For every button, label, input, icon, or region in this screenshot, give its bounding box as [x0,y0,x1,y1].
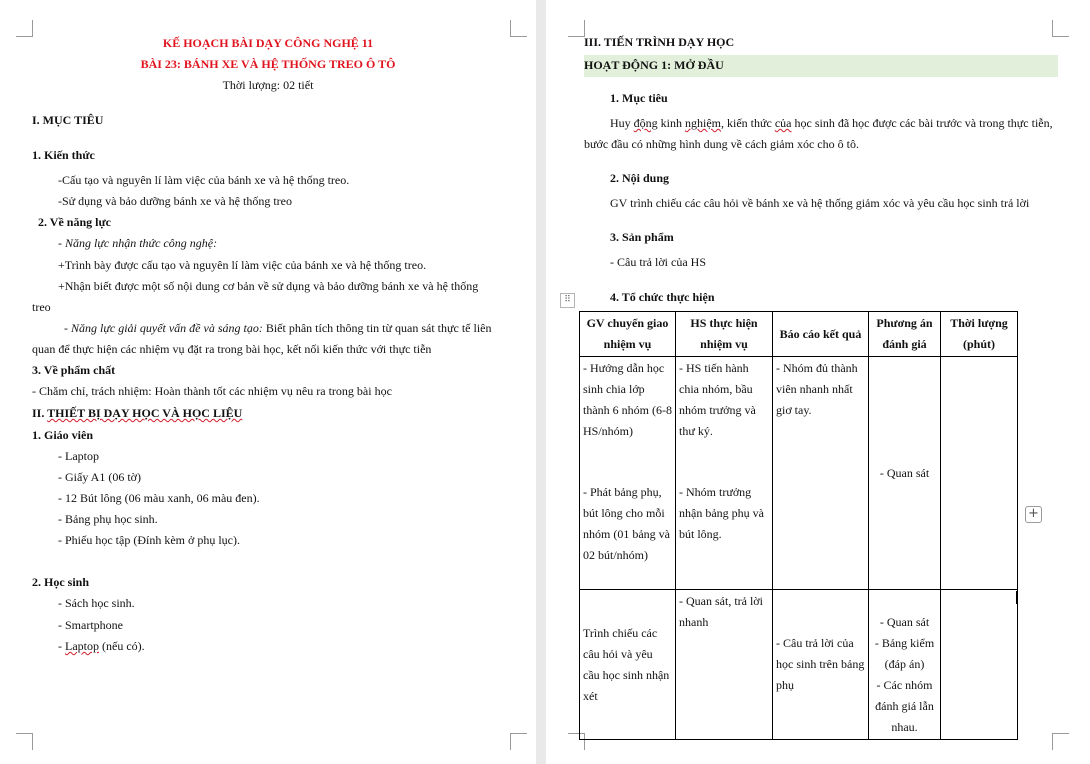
paragraph: bước đầu có những hình dung về cách giảm xóc cho ô tô. [584,137,859,151]
text-run: học sinh đã học được các bài trước và trong thực tiễn, [791,116,1053,130]
lesson-title: BÀI 23: BÁNH XE VÀ HỆ THỐNG TREO Ô TÔ [140,57,396,71]
paragraph: +Nhận biết được một số nội dung cơ bản về sử dụng và bảo dưỡng bánh xe và hệ thống [58,279,479,293]
cell-text: - Quan sát [879,465,930,480]
page-corner-mark [1052,733,1069,750]
spellcheck-word: Laptop [65,639,99,653]
spellcheck-word: nghiệm [685,116,722,130]
table-header-row [580,312,1018,357]
paragraph: - Câu trả lời của HS [610,255,706,269]
table-cell[interactable] [580,590,676,740]
subsection-heading: 2. Nội dung [610,171,670,185]
table-cell[interactable] [869,357,941,590]
spellcheck-word: của [774,116,792,130]
table-cell[interactable] [941,590,1018,740]
document-page-right [546,0,1090,764]
table-move-handle-icon[interactable]: ⠿ [560,293,575,308]
subsection-heading: 1. Mục tiêu [610,91,668,105]
subsection-heading: 1. Giáo viên [32,428,94,442]
table-cell[interactable] [580,357,676,590]
page-corner-mark [510,733,527,750]
spellcheck-word: động [633,116,658,130]
table-cell[interactable] [869,590,941,740]
cell-text: - Câu trả lời của học sinh trên bảng phụ [776,636,865,692]
list-item: - Phiếu học tập (Đính kèm ở phụ lục). [58,533,240,547]
cell-text: - Phát bảng phụ, bút lông cho mỗi nhóm (01 bảng và 02 bút/nhóm) [583,485,670,562]
list-item: - Giấy A1 (06 tờ) [58,470,141,484]
list-item [58,638,145,654]
subsection-heading: 3. Sản phẩm [610,230,674,244]
subsection-heading: 2. Về năng lực [38,215,111,229]
text-run: kinh [657,116,686,130]
table-header-cell[interactable]: Thời lượng (phút) [941,312,1018,357]
paragraph [64,320,491,336]
duration-text: Thời lượng: 02 tiết [222,78,314,92]
table-row [580,590,1018,740]
subsection-heading: 1. Kiến thức [32,148,95,162]
cell-text: - Quan sát - Bảng kiểm (đáp án) - Các nhóm đánh giá lẫn nhau. [874,615,935,734]
text-cursor [1016,591,1018,604]
italic-lead: - Năng lực giải quyết vấn đề và sáng tạo: [64,321,263,335]
cell-text: - Nhóm trưởng nhận bảng phụ và bút lông. [679,485,764,541]
table-cell[interactable] [676,357,773,590]
table-cell[interactable]: - Quan sát, trả lời nhanh [676,590,773,740]
paragraph: - Chăm chỉ, trách nhiệm: Hoàn thành tốt các nhiệm vụ nêu ra trong bài học [32,384,392,398]
list-item: - Laptop [58,449,99,463]
paragraph: quan để thực hiện các nhiệm vụ đặt ra trong bài học, kết nối kiến thức với thực tiễn [32,342,432,356]
cell-text: - HS tiến hành chia nhóm, bầu nhóm trưởng và thư ký. [679,361,756,438]
section-heading [32,405,242,421]
paragraph: treo [32,300,51,314]
list-item: - Smartphone [58,618,123,632]
text-run: (nếu có). [99,639,145,653]
add-column-icon[interactable]: + [1025,506,1042,523]
table-row [580,357,1018,590]
list-item: - Sách học sinh. [58,596,135,610]
text-run: Huy [610,116,634,130]
table-header-cell[interactable]: Báo cáo kết quả [773,312,869,357]
paragraph: -Sử dụng và bảo dưỡng bánh xe và hệ thống treo [58,194,292,208]
cell-text: Trình chiếu các câu hỏi và yêu cầu học sinh nhận xét [583,625,670,703]
section-number: II. [32,406,45,420]
page-corner-mark [568,20,585,37]
text-run: Biết phân tích thông tin từ quan sát thực tế liên [262,321,492,335]
section-heading: III. TIẾN TRÌNH DẠY HỌC [584,35,735,49]
cell-text: - Hướng dẫn học sinh chia lớp thành 6 nhóm (6-8 HS/nhóm) [583,361,672,438]
paragraph: -Cấu tạo và nguyên lí làm việc của bánh xe và hệ thống treo. [58,173,350,187]
lesson-plan-title: KẾ HOẠCH BÀI DẠY CÔNG NGHỆ 11 [162,36,374,50]
page-corner-mark [1052,20,1069,37]
document-page-left [0,0,536,764]
table-header-cell[interactable]: GV chuyển giao nhiệm vụ [580,312,676,357]
list-item: - Bảng phụ học sinh. [58,512,158,526]
list-item: - 12 Bút lông (06 màu xanh, 06 màu đen). [58,491,260,505]
table-cell[interactable] [941,357,1018,590]
spellcheck-word: THIẾT BỊ DẠY HỌC VÀ HỌC LIỆU [47,406,243,420]
table-header-cell[interactable]: Phương án đánh giá [869,312,941,357]
page-corner-mark [16,733,33,750]
text-run: - [58,639,65,653]
subsection-heading: 3. Về phẩm chất [32,363,116,377]
text-run: , kiến thức [721,116,775,130]
paragraph: +Trình bày được cấu tạo và nguyên lí làm việc của bánh xe và hệ thống treo. [58,258,427,272]
section-heading: I. MỤC TIÊU [32,113,104,127]
activity-table [579,311,1018,740]
table-header-cell[interactable]: HS thực hiện nhiệm vụ [676,312,773,357]
paragraph: GV trình chiếu các câu hỏi về bánh xe và hệ thống giảm xóc và yêu cầu học sinh trả lời [610,196,1030,210]
table-cell[interactable] [773,590,869,740]
activity-heading: HOẠT ĐỘNG 1: MỞ ĐẦU [584,58,724,72]
paragraph: - Năng lực nhận thức công nghệ: [58,236,218,250]
subsection-heading: 2. Học sinh [32,575,90,589]
table-cell[interactable]: - Nhóm đủ thành viên nhanh nhất giơ tay. [773,357,869,590]
paragraph [610,115,1053,131]
subsection-heading: 4. Tổ chức thực hiện [610,290,715,304]
